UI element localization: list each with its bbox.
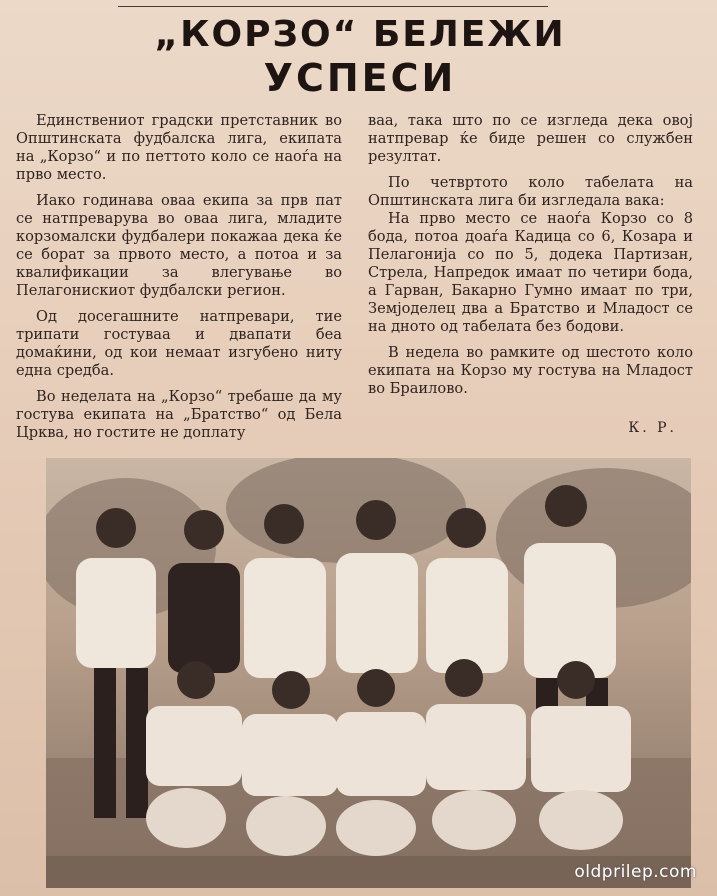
team-photo	[46, 458, 691, 888]
paragraph: По четвртото коло табелата на Општинската лига би изгледала вака:	[368, 174, 693, 209]
team-photo-illustration	[46, 458, 691, 888]
headline-line-1: „КОРЗО“ БЕЛЕЖИ	[154, 14, 566, 55]
article-column-left	[16, 112, 342, 442]
paragraph: В недела во рамките од шестото коло екипата на Корзо му гостува на Младост во Браилово.	[368, 344, 693, 397]
site-watermark: oldprilep.com	[574, 862, 697, 882]
paragraph: Од досегашните натпревари, тие трипати гостуваа и двапати беа домаќини, од кои немаат изгубено ниту една средба.	[16, 308, 342, 379]
paragraph: Во неделата на „Корзо“ требаше да му гостува екипата на „Братство“ од Бела Црква, но гостите не доплату	[16, 388, 342, 441]
paragraph: Единствениот градски претставник во Општинската фудбалска лига, екипата на „Корзо“ и по петтото коло се наоѓа на прво место.	[16, 112, 342, 183]
article-column-right	[368, 112, 693, 398]
paragraph: ваа, така што по се изгледа дека овој натпревар ќе биде решен со службен резултат.	[368, 112, 693, 165]
paragraph: На прво место се наоѓа Корзо со 8 бода, потоа доаѓа Кадица со 6, Козара и Пелагонија со по 5, додека Партизан, Стрела, Напредок имаат по четири бода, а Гарван, Бакарно Гумно имаат по три, Земјоделец два а Братство и Младост се на дното од табелата без бодови.	[368, 210, 693, 335]
paragraph: Иако годинава оваа екипа за прв пат се натпреварува во оваа лига, младите корзомалски фудбалери покажаа дека ќе се борат за првото место, а потоа и за квалификации за влегување во Пелагонискиот фудбалски регион.	[16, 192, 342, 299]
headline-line-2: УСПЕСИ	[263, 56, 457, 100]
top-rule	[118, 6, 548, 7]
author-signature: К. Р.	[628, 420, 677, 436]
